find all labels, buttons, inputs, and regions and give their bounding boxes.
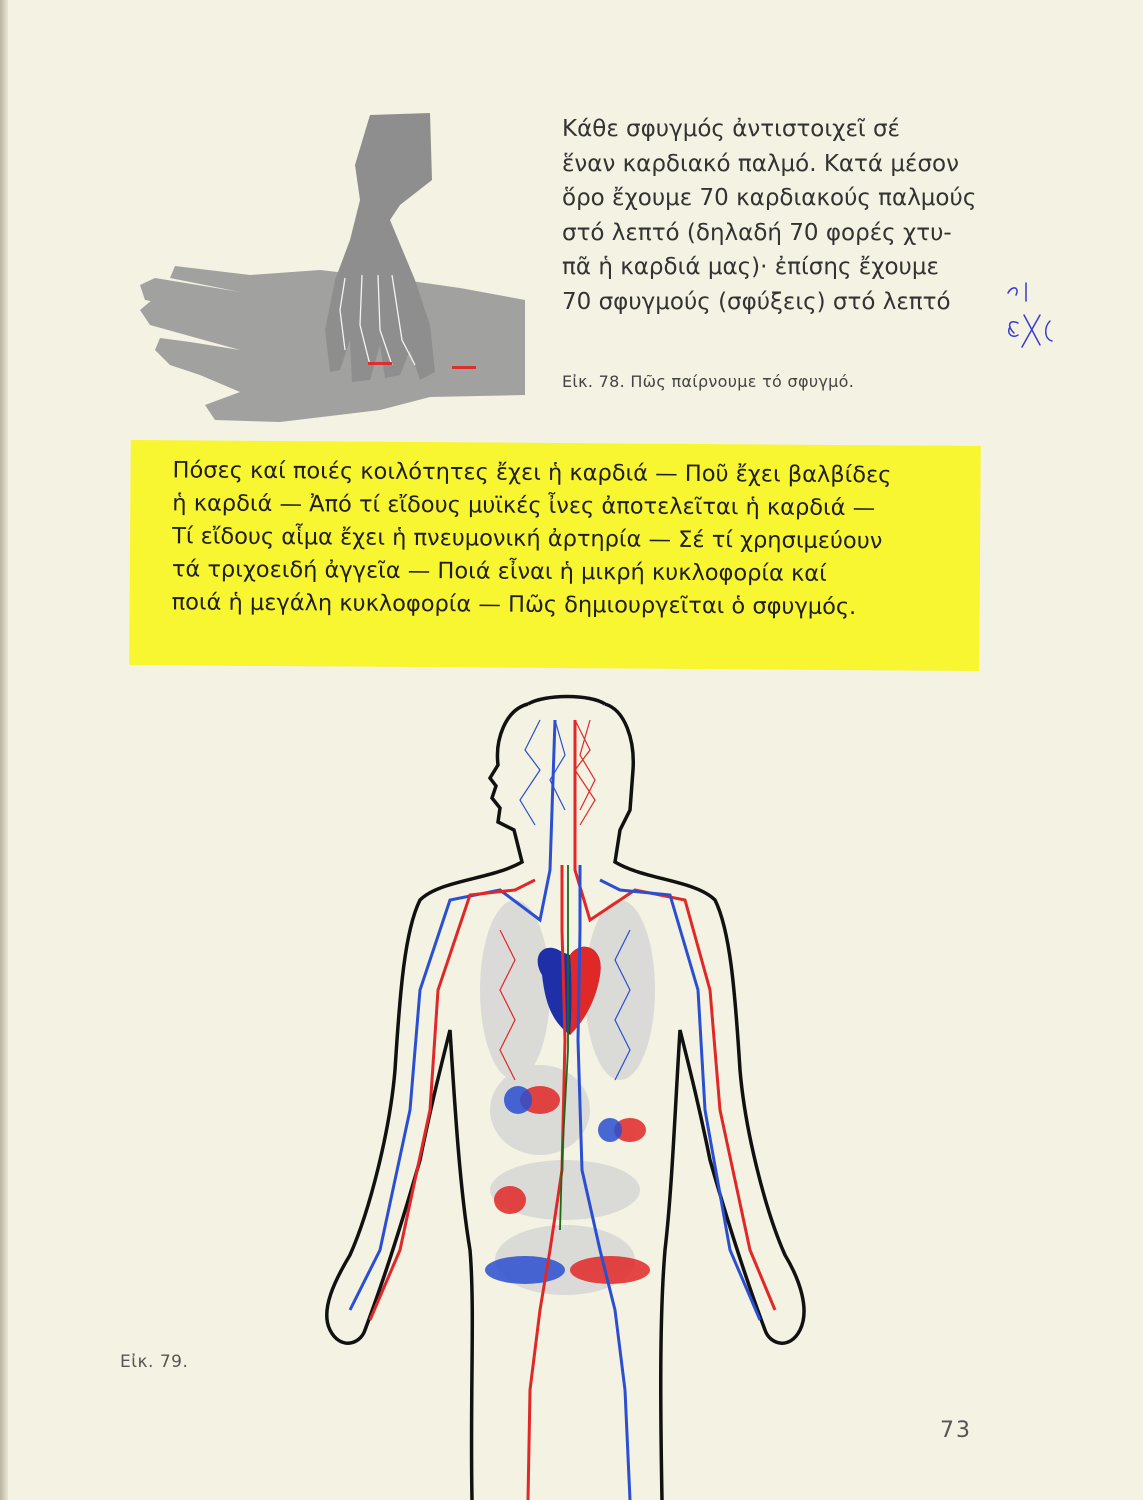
circulatory-system-illustration [300, 690, 820, 1500]
intro-line: 70 σφυγμούς (σφύξεις) στό λεπτό [562, 288, 951, 315]
page-binding-edge [0, 0, 8, 1500]
intro-line: ὅρο ἔχουμε 70 καρδιακούς παλμούς [562, 185, 977, 211]
intro-line: ἕναν καρδιακό παλμό. Κατά μέσον [562, 150, 959, 177]
figure-79-caption: Εἰκ. 79. [120, 1352, 189, 1372]
intro-line: Κάθε σφυγμός ἀντιστοιχεῖ σέ [562, 116, 900, 142]
intro-paragraph [562, 112, 977, 319]
question-line: ἡ καρδιά — Ἀπό τί εἴδους μυϊκές ἶνες ἀποτελεῖται ἡ καρδιά — [172, 490, 876, 522]
review-questions-box [129, 440, 981, 671]
question-line: Τί εἴδους αἷμα ἔχει ἡ πνευμονική ἀρτηρία — Σέ τί χρησιμεύουν [172, 523, 883, 555]
figure-78-caption: Εἰκ. 78. Πῶς παίρνουμε τό σφυγμό. [562, 372, 855, 391]
review-questions-text [172, 454, 953, 624]
question-line: ποιά ἡ μεγάλη κυκλοφορία — Πῶς δημιουργεῖται ὁ σφυγμός. [171, 589, 857, 621]
intro-line: πᾶ ἡ καρδιά μας)· ἐπίσης ἔχουμε [562, 254, 939, 280]
page-number: 73 [940, 1418, 972, 1443]
question-line: Πόσες καί ποιές κοιλότητες ἔχει ἡ καρδιά — Ποῦ ἔχει βαλβίδες [172, 457, 892, 489]
question-line: τά τριχοειδή ἀγγεῖα — Ποιά εἶναι ἡ μικρή κυκλοφορία καί [171, 556, 827, 587]
intro-line: στό λεπτό (δηλαδή 70 φορές χτυ- [562, 219, 952, 246]
pulse-hand-illustration [130, 110, 530, 430]
handwritten-pen-mark [1000, 275, 1060, 355]
